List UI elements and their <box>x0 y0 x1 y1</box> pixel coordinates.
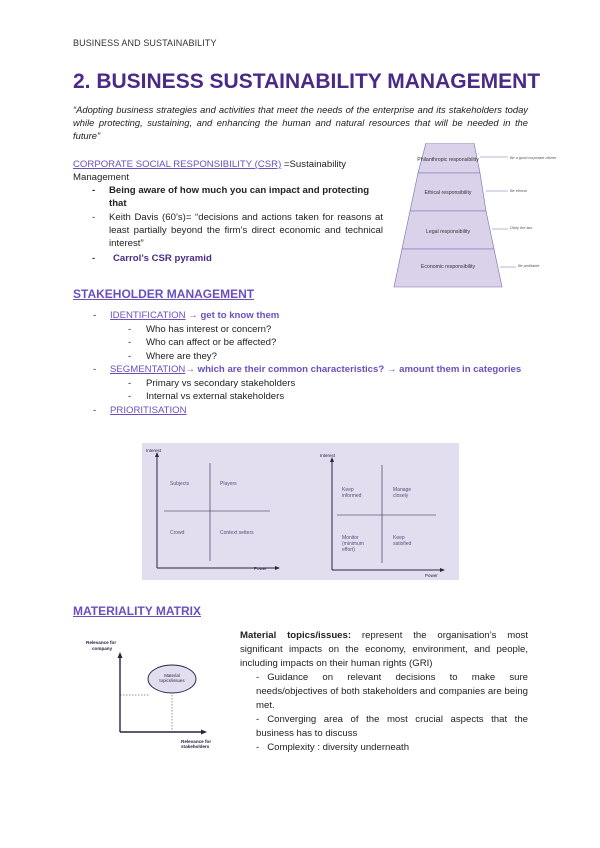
left-matrix-x-label: Power <box>254 566 267 571</box>
matrix-cell-keep-satisfied: Keep satisfied <box>393 535 412 547</box>
materiality-y-label: Relevance for company <box>86 640 117 651</box>
segmentation-label: SEGMENTATION <box>110 364 186 375</box>
power-interest-panel <box>142 443 459 580</box>
materiality-bullet: - Converging area of the most crucial aspects that the business has to discuss <box>256 714 528 739</box>
materiality-y-arrow <box>118 652 123 658</box>
pyramid-level-economic: Economic responsibility <box>420 264 476 270</box>
pyramid-level-ethical: Ethical responsibility <box>424 190 472 196</box>
definition-quote: “Adopting business strategies and activities that meet the needs of the enterprise and its stakeholders today while protecting, sustaining, and enhancing the human and natural resources that will be needed in the future” <box>73 104 528 141</box>
identification-sub-item: - Where are they? <box>146 350 528 364</box>
materiality-text <box>240 629 528 755</box>
matrix-cell-context-setters: Context setters <box>220 530 254 536</box>
csr-definition <box>73 158 383 184</box>
stakeholder-list <box>110 309 528 417</box>
materiality-diagram <box>80 636 230 756</box>
matrix-cell-subjects: Subjects <box>170 481 190 487</box>
pyramid-note-profit: Be profitable <box>518 264 540 268</box>
segmentation-item <box>110 363 528 404</box>
materiality-bullet: - Guidance on relevant decisions to make sure needs/objectives of both stakeholders and companies are being met. <box>256 672 528 711</box>
materiality-bullet-text: Guidance on relevant decisions to make sure needs/objectives of both stakeholders and companies are being met. <box>256 672 528 711</box>
materiality-heading: MATERIALITY MATRIX <box>73 604 201 618</box>
matrix-cell-monitor: Monitor (minimum effort) <box>342 535 364 553</box>
csr-heading: CORPORATE SOCIAL RESPONSIBILITY (CSR) <box>73 159 282 170</box>
material-topics-bubble-label: Material topics/issues <box>159 673 185 683</box>
matrix-cell-players: Players <box>220 481 237 487</box>
pyramid-level-philanthropic: Philanthropic responsibility <box>417 157 479 163</box>
materiality-x-arrow <box>201 730 207 735</box>
csr-bullet-davis: - Keith Davis (60’s)= “decisions and actions taken for reasons at least partially beyond the firm’s direct economic and technical interest” <box>109 211 383 250</box>
right-matrix-x-label: Power <box>425 573 438 578</box>
page-title: 2. BUSINESS SUSTAINABILITY MANAGEMENT <box>73 70 541 93</box>
prioritisation-label: PRIORITISATION <box>110 404 187 416</box>
identification-item <box>110 309 528 363</box>
materiality-bullet: - Complexity : diversity underneath <box>256 742 410 753</box>
pyramid-level-legal: Legal responsibility <box>425 229 471 235</box>
material-topics-definition <box>240 629 528 671</box>
identification-sub <box>146 323 528 364</box>
pyramid-note-ethical: Be ethical <box>510 189 527 193</box>
materiality-x-label: Relevance for stakeholders <box>181 739 212 749</box>
materiality-bullet-text: Converging area of the most crucial aspects that the business has to discuss <box>256 714 528 739</box>
matrix-cell-crowd: Crowd <box>170 530 185 536</box>
segmentation-sub-item: - Internal vs external stakeholders <box>146 390 528 404</box>
matrix-cell-keep-informed: Keep informed <box>342 487 362 499</box>
csr-pyramid <box>388 143 568 289</box>
segmentation-sub <box>146 377 528 404</box>
left-matrix-x-arrow <box>275 566 280 570</box>
segmentation-sub-item: - Primary vs secondary stakeholders <box>146 377 528 391</box>
right-matrix-y-label: Interest <box>320 453 336 458</box>
material-topics-lead: Material topics/issues: <box>240 630 352 641</box>
identification-label: IDENTIFICATION <box>110 310 186 321</box>
power-interest-matrices <box>142 443 459 580</box>
matrix-cell-manage-closely: Manage closely <box>393 487 412 499</box>
material-topics-lead-rest: represent the organisation’s most significant impacts on the economy, environment, and people, including impacts on their human rights (GRI) <box>240 630 529 669</box>
left-matrix-y-label: Interest <box>146 448 162 453</box>
identification-sub-item: - Who can affect or be affected? <box>146 336 528 350</box>
pyramid-note-law: Obey the law <box>510 226 533 230</box>
segmentation-arrow: → which are their common characteristics? → amount them in categories <box>185 364 522 375</box>
running-header: BUSINESS AND SUSTAINABILITY <box>73 38 217 48</box>
prioritisation-item <box>110 404 528 418</box>
csr-bullet-pyramid: - Carrol’s CSR pyramid <box>109 252 383 265</box>
stakeholder-heading: STAKEHOLDER MANAGEMENT <box>73 287 255 301</box>
right-matrix-x-arrow <box>440 568 445 572</box>
identification-arrow: → get to know them <box>188 310 280 321</box>
identification-sub-item: - Who has interest or concern? <box>146 323 528 337</box>
pyramid-note-citizen: Be a good corporate citizen <box>510 156 557 160</box>
materiality-bullet-text: Complexity : diversity underneath <box>267 742 410 753</box>
csr-bullet-impact: - Being aware of how much you can impact and protecting that <box>109 184 383 210</box>
csr-suffix: =Sustainability Management <box>73 159 347 183</box>
csr-bullets <box>109 184 383 265</box>
